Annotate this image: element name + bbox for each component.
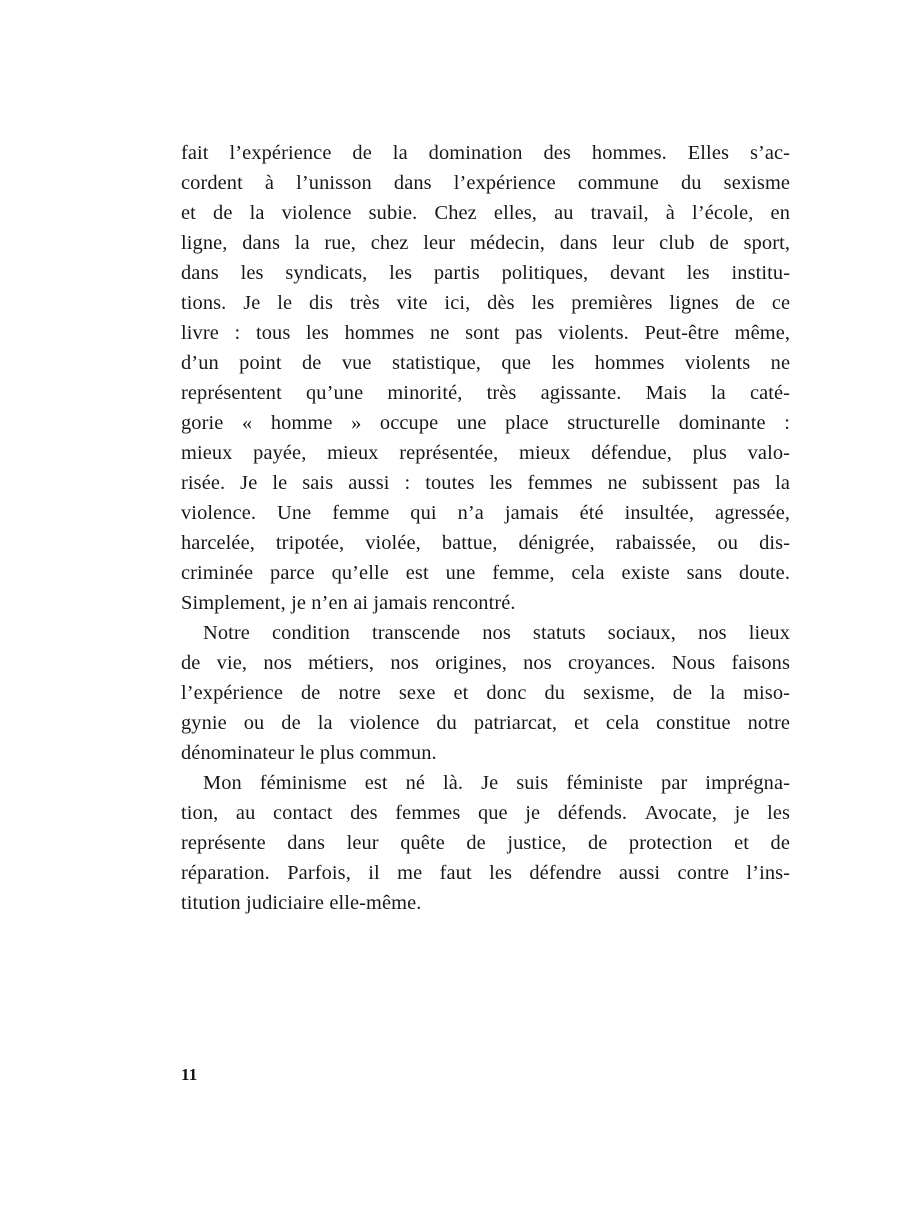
text-line: Simplement, je n’en ai jamais rencontré. [181,592,516,614]
text-line: ligne, dans la rue, chez leur médecin, dans leur club de sport, [181,232,791,254]
page-text-block [181,138,790,918]
text-line: Notre condition transcende nos statuts sociaux, nos lieux [203,622,791,644]
body-paragraph-1 [181,138,790,618]
body-paragraph-3 [181,768,790,918]
text-line: livre : tous les hommes ne sont pas violents. Peut-être même, [181,322,791,344]
text-line: tion, au contact des femmes que je défends. Avocate, je les [181,802,791,824]
text-line: cordent à l’unisson dans l’expérience commune du sexisme [181,172,791,194]
text-line: dans les syndicats, les partis politiques, devant les institu- [181,262,791,284]
body-paragraph-2 [181,618,790,768]
text-line: risée. Je le sais aussi : toutes les femmes ne subissent pas la [181,472,791,494]
text-line: titution judiciaire elle-même. [181,892,422,914]
text-line: réparation. Parfois, il me faut les défendre aussi contre l’ins- [181,862,791,884]
text-line: gynie ou de la violence du patriarcat, et cela constitue notre [181,712,790,734]
text-line: d’un point de vue statistique, que les hommes violents ne [181,352,791,374]
text-line: et de la violence subie. Chez elles, au travail, à l’école, en [181,202,790,224]
text-line: fait l’expérience de la domination des hommes. Elles s’ac- [181,142,791,164]
text-line: mieux payée, mieux représentée, mieux défendue, plus valo- [181,442,791,464]
text-line: de vie, nos métiers, nos origines, nos croyances. Nous faisons [181,652,791,674]
text-line: harcelée, tripotée, violée, battue, dénigrée, rabaissée, ou dis- [181,532,791,554]
text-line: criminée parce qu’elle est une femme, cela existe sans doute. [181,562,791,584]
text-line: l’expérience de notre sexe et donc du sexisme, de la miso- [181,682,791,704]
text-line: dénominateur le plus commun. [181,742,437,764]
page-number: 11 [181,1065,198,1084]
text-line: représentent qu’une minorité, très agissante. Mais la caté- [181,382,791,404]
text-line: gorie « homme » occupe une place structurelle dominante : [181,412,791,434]
text-line: tions. Je le dis très vite ici, dès les premières lignes de ce [181,292,791,314]
text-line: violence. Une femme qui n’a jamais été insultée, agressée, [181,502,791,524]
text-line: représente dans leur quête de justice, de protection et de [181,832,790,854]
text-line: Mon féminisme est né là. Je suis féministe par imprégna- [203,772,791,794]
